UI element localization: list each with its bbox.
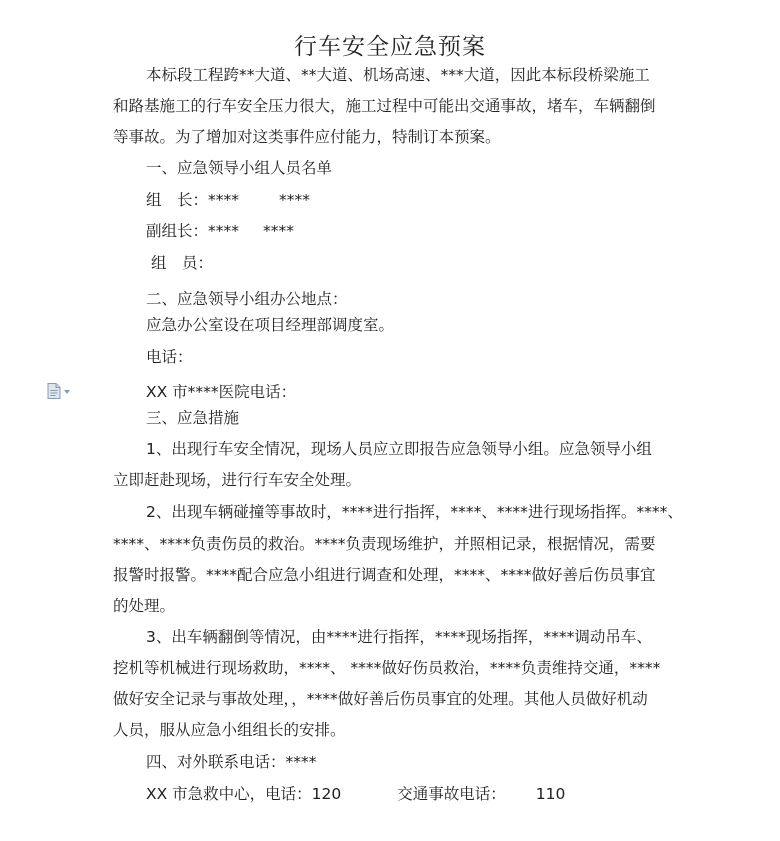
measure2-line-3: 报警时报警。****配合应急小组进行调查和处理，****、****做好善后伤员事宜 <box>113 566 656 584</box>
intro-line-2: 和路基施工的行车安全压力很大，施工过程中可能出交通事故，堵车，车辆翻倒 <box>113 97 656 115</box>
traffic-number: 110 <box>535 785 566 803</box>
leader-name-1: **** <box>208 191 240 209</box>
member-row: 组 员： <box>151 254 214 272</box>
leader-name-2: **** <box>279 191 311 209</box>
measure3-line-1: 3、出车辆翻倒等情况，由****进行指挥，****现场指挥，****调动吊车、 <box>146 628 652 646</box>
measure3-line-4: 人员，服从应急小组组长的安排。 <box>113 721 346 739</box>
measure2-line-1: 2、出现车辆碰撞等事故时，****进行指挥，****、****进行现场指挥。****、 <box>146 503 683 521</box>
measure3-line-3: 做好安全记录与事故处理，，****做好善后伤员事宜的处理。其他人员做好机动 <box>113 690 648 708</box>
section2-heading: 二、应急领导小组办公地点： <box>146 290 348 308</box>
page-title: 行车安全应急预案 <box>294 34 486 60</box>
chevron-down-icon <box>64 390 70 394</box>
office-location: 应急办公室设在项目经理部调度室。 <box>146 316 395 334</box>
traffic-label: 交通事故电话： <box>397 785 506 803</box>
document-icon <box>47 383 61 399</box>
section1-heading: 一、应急领导小组人员名单 <box>146 159 333 177</box>
office-phone: 电话： <box>146 348 193 366</box>
measure2-line-4: 的处理。 <box>113 597 176 615</box>
leader-label: 组 长： <box>146 191 209 209</box>
emergency-label: XX 市急救中心，电话： <box>146 785 312 803</box>
measure1-line-2: 立即赶赴现场，进行行车安全处理。 <box>113 471 362 489</box>
deputy-name-2: **** <box>263 222 295 240</box>
section3-heading: 三、应急措施 <box>146 409 240 427</box>
document-menu-button[interactable] <box>47 383 75 399</box>
emergency-number: 120 <box>311 785 342 803</box>
measure3-line-2: 挖机等机械进行现场救助，****、 ****做好伤员救治，****负责维持交通，**** <box>113 659 661 677</box>
section4-heading: 四、对外联系电话：**** <box>146 753 317 771</box>
deputy-row <box>146 220 294 242</box>
hospital-phone: XX 市****医院电话： <box>146 383 297 401</box>
measure2-line-2: ****、****负责伤员的救治。****负责现场维护，并照相记录，根据情况，需要 <box>113 535 656 553</box>
deputy-name-1: **** <box>208 222 240 240</box>
measure1-line-1: 1、出现行车安全情况，现场人员应立即报告应急领导小组。应急领导小组 <box>146 440 652 458</box>
intro-line-3: 等事故。为了增加对这类事件应付能力，特制订本预案。 <box>113 128 501 146</box>
deputy-label: 副组长： <box>146 222 209 240</box>
intro-line-1: 本标段工程跨**大道、**大道、机场高速、***大道，因此本标段桥梁施工 <box>146 66 650 84</box>
contact-row <box>146 783 565 805</box>
leader-row <box>146 189 310 211</box>
